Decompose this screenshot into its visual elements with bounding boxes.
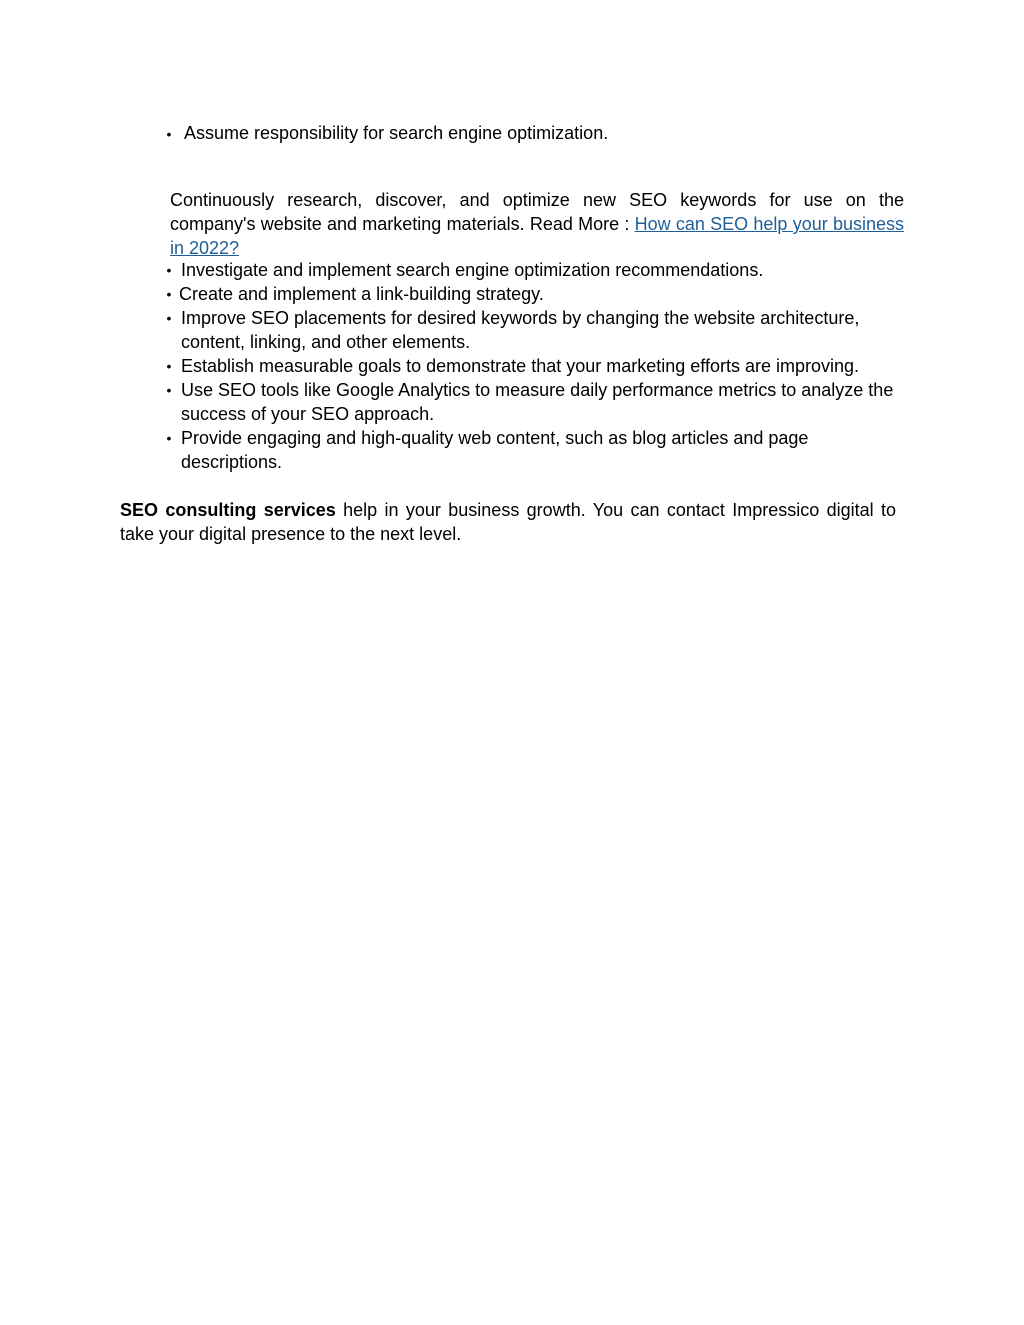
read-more-link[interactable]: How can SEO help your business in 2022? — [170, 214, 904, 258]
keyword-research-paragraph — [170, 188, 904, 260]
bullet-icon: • — [166, 310, 172, 326]
bullet-icon: • — [166, 286, 172, 302]
closing-paragraph — [120, 498, 896, 546]
paragraph-text: Continuously research, discover, and optimize new SEO keywords for use on the company's website and marketing materials. Read More : — [170, 190, 904, 234]
list-item — [162, 378, 904, 426]
bullet-icon: • — [166, 262, 172, 278]
list-item — [162, 426, 904, 474]
list-item-text: Provide engaging and high-quality web content, such as blog articles and page descriptions. — [181, 428, 809, 472]
list-item — [162, 306, 904, 354]
responsibilities-list — [162, 258, 904, 474]
list-item-text: Improve SEO placements for desired keywords by changing the website architecture, content, linking, and other elements. — [181, 308, 860, 352]
bullet-icon: • — [166, 358, 172, 374]
bullet-icon: • — [166, 382, 172, 398]
list-item — [162, 282, 904, 306]
list-item — [162, 258, 904, 282]
seo-consulting-services-bold: SEO consulting services — [120, 500, 336, 520]
intro-bullet-item — [162, 121, 608, 146]
bullet-icon: • — [166, 430, 172, 446]
list-item — [162, 354, 904, 378]
list-item-text: Create and implement a link-building strategy. — [179, 284, 544, 304]
list-item-text: Use SEO tools like Google Analytics to measure daily performance metrics to analyze the success of your SEO approach. — [181, 380, 894, 424]
list-item-text: Establish measurable goals to demonstrate that your marketing efforts are improving. — [181, 356, 860, 376]
closing-text: help in your business growth. You can contact Impressico digital to take your digital presence to the next level. — [120, 500, 897, 544]
intro-bullet-text: Assume responsibility for search engine optimization. — [184, 123, 609, 143]
bullet-icon: • — [166, 126, 172, 142]
list-item-text: Investigate and implement search engine optimization recommendations. — [181, 260, 764, 280]
